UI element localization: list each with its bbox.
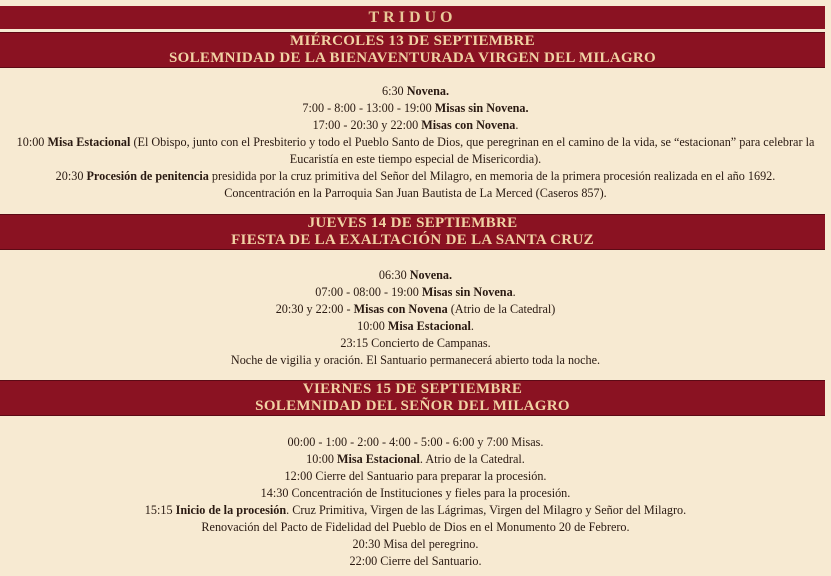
day-header-wednesday: [0, 32, 825, 68]
schedule-row: 14:30 Concentración de Instituciones y fieles para la procesión.: [260, 486, 571, 500]
schedule-thursday: [8, 267, 823, 369]
schedule-row: Renovación del Pacto de Fidelidad del Pueblo de Dios en el Monumento 20 de Febrero.: [201, 520, 630, 534]
schedule-row: 00:00 - 1:00 - 2:00 - 4:00 - 5:00 - 6:00 y 7:00 Misas.: [287, 435, 544, 449]
schedule-row: Concentración en la Parroquia San Juan Bautista de La Merced (Caseros 857).: [224, 186, 607, 200]
day-feast: SOLEMNIDAD DEL SEÑOR DEL MILAGRO: [255, 398, 570, 414]
schedule-row: 7:00 - 8:00 - 13:00 - 19:00 Misas sin Novena.: [302, 101, 529, 115]
schedule-row: 20:30 Procesión de penitencia presidida por la cruz primitiva del Señor del Milagro, en memoria de la primera procesión realizada en el año 1692.: [55, 169, 776, 183]
schedule-row: 10:00 Misa Estacional.: [357, 319, 474, 333]
day-date: JUEVES 14 DE SEPTIEMBRE: [307, 215, 518, 231]
day-date: VIERNES 15 DE SEPTIEMBRE: [302, 381, 523, 397]
schedule-wednesday: [8, 83, 823, 202]
schedule-row: 17:00 - 20:30 y 22:00 Misas con Novena.: [312, 118, 519, 132]
schedule-row: 23:15 Concierto de Campanas.: [340, 336, 491, 350]
page-title: TRIDUO: [0, 6, 825, 29]
day-feast: FIESTA DE LA EXALTACIÓN DE LA SANTA CRUZ: [231, 232, 594, 248]
schedule-row: 12:00 Cierre del Santuario para preparar la procesión.: [284, 469, 547, 483]
schedule-row: 10:00 Misa Estacional (El Obispo, junto con el Presbiterio y todo el Pueblo Santo de Dios, que peregrinan en el camino de la vida, se “estacionan” para celebrar la Eucaristía en este tiempo especial de Misericordia).: [16, 135, 815, 166]
schedule-friday: [8, 434, 823, 570]
day-feast: SOLEMNIDAD DE LA BIENAVENTURADA VIRGEN DEL MILAGRO: [168, 50, 657, 66]
day-header-thursday: [0, 214, 825, 250]
schedule-row: 10:00 Misa Estacional. Atrio de la Catedral.: [306, 452, 525, 466]
schedule-row: 22:00 Cierre del Santuario.: [349, 554, 482, 568]
schedule-row: Noche de vigilia y oración. El Santuario permanecerá abierto toda la noche.: [230, 353, 601, 367]
day-date: MIÉRCOLES 13 DE SEPTIEMBRE: [290, 33, 535, 49]
schedule-row: 06:30 Novena.: [378, 268, 453, 282]
schedule-row: 20:30 Misa del peregrino.: [352, 537, 479, 551]
schedule-row: 20:30 y 22:00 - Misas con Novena (Atrio de la Catedral): [275, 302, 556, 316]
schedule-row: 15:15 Inicio de la procesión. Cruz Primitiva, Virgen de las Lágrimas, Virgen del Milagro y Señor del Milagro.: [144, 503, 687, 517]
schedule-row: 6:30 Novena.: [381, 84, 450, 98]
day-header-friday: [0, 380, 825, 416]
schedule-row: 07:00 - 08:00 - 19:00 Misas sin Novena.: [315, 285, 516, 299]
